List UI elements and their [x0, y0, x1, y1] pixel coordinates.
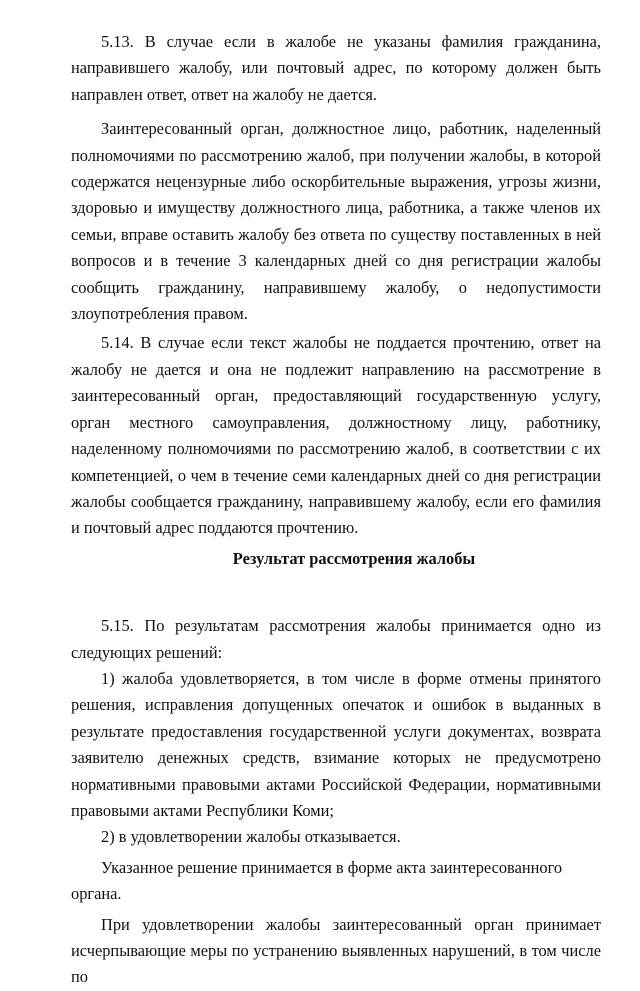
paragraph-5-13: 5.13. В случае если в жалобе не указаны фамилия гражданина, направившего жалобу, или почтовый адрес, по которому должен быть направлен ответ, ответ на жалобу не дается. [71, 32, 601, 104]
heading-spacer [71, 572, 601, 613]
document-body [71, 29, 601, 991]
list-item-1: 1) жалоба удовлетворяется, в том числе в форме отмены принятого решения, исправления допущенных опечаток и ошибок в выданных в результате предоставления государственной услуги документах, возврата заявителю денежных средств, взимание которых не предусмотрено нормативными правовыми актами Российской Федерации, нормативными правовыми актами Республики Коми; [71, 668, 601, 820]
list-item-2: 2) в удовлетворении жалобы отказывается. [101, 827, 401, 847]
paragraph-5-15: 5.15. По результатам рассмотрения жалобы принимается одно из следующих решений: [71, 616, 601, 662]
paragraph-satisfaction-measures: При удовлетворении жалобы заинтересованный орган принимает исчерпывающие меры по устранению выявленных нарушений, в том числе по [71, 914, 601, 987]
paragraph-5-13-offensive-content: Заинтересованный орган, должностное лицо, работник, наделенный полномочиями по рассмотрению жалоб, при получении жалобы, в которой содержатся нецензурные либо оскорбительные выражения, угрозы жизни, здоровью и имуществу должностного лица, работника, а также членов их семьи, вправе оставить жалобу без ответа по существу поставленных в ней вопросов и в течение 3 календарных дней со дня регистрации жалобы сообщить гражданину, направившему жалобу, о недопустимости злоупотребления правом. [71, 119, 601, 324]
paragraph-decision-form: Указанное решение принимается в форме акта заинтересованного органа. [71, 857, 563, 904]
section-heading: Результат рассмотрения жалобы [232, 548, 476, 568]
paragraph-5-14: 5.14. В случае если текст жалобы не поддается прочтению, ответ на жалобу не дается и она не подлежит направлению на рассмотрение в заинтересованный орган, предоставляющий государственную услугу, орган местного самоуправления, должностному лицу, работнику, наделенному полномочиями по рассмотрению жалоб, в соответствии с их компетенцией, о чем в течение семи календарных дней со дня регистрации жалобы сообщается гражданину, направившему жалобу, если его фамилия и почтовый адрес поддаются прочтению. [71, 333, 601, 538]
